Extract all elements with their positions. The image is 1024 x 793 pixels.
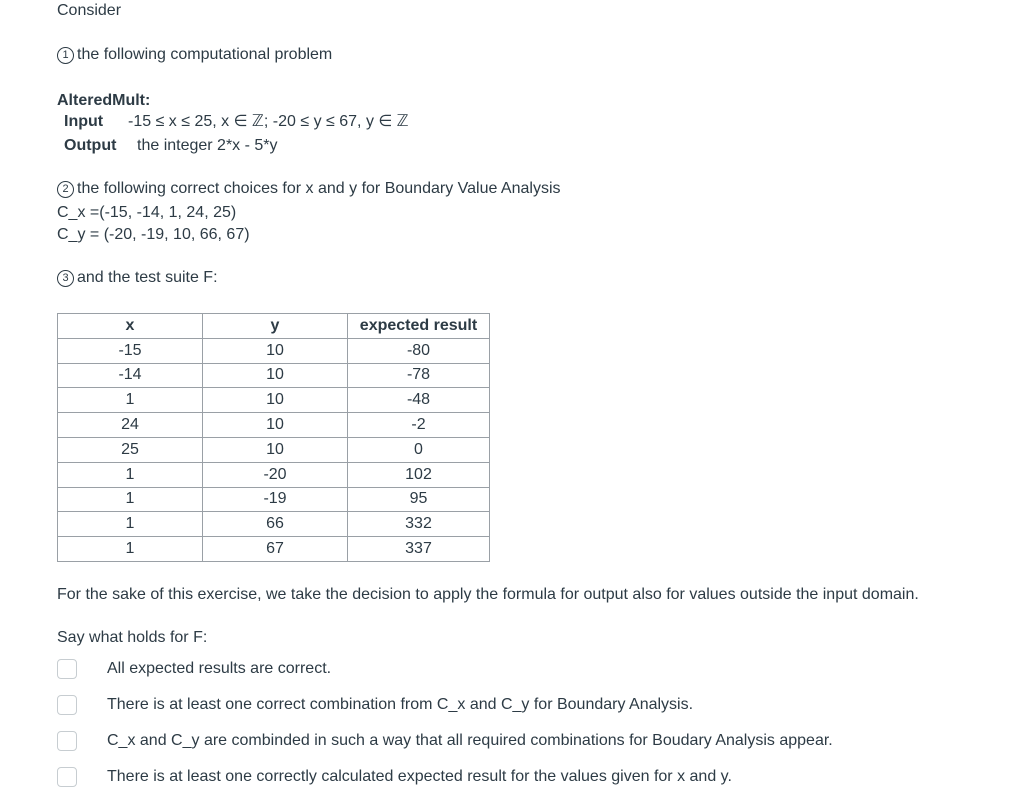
step2-text: the following correct choices for x and y for Boundary Value Analysis [77,180,561,197]
test-suite-table [57,313,490,562]
cell-y: -20 [203,462,348,487]
cell-y: 10 [203,413,348,438]
checkbox[interactable] [57,767,77,787]
checkbox[interactable] [57,659,77,679]
step1-marker: 1 [57,47,74,64]
checkbox[interactable] [57,731,77,751]
table-row [58,537,490,562]
header-x: x [58,314,203,339]
problem-input-row [64,112,409,132]
output-label: Output [64,137,117,154]
cell-x: 1 [58,388,203,413]
input-spec: -15 ≤ x ≤ 25, x ∈ ℤ; -20 ≤ y ≤ 67, y ∈ ℤ [128,113,409,130]
cell-expected: 102 [348,462,490,487]
cell-y: 67 [203,537,348,562]
cell-expected: 0 [348,437,490,462]
step1-text: the following computational problem [77,46,333,63]
table-row [58,512,490,537]
table-row [58,462,490,487]
cell-y: -19 [203,487,348,512]
cell-expected: -2 [348,413,490,438]
option-label: There is at least one correctly calculated expected result for the values given for x and y. [107,768,732,785]
cell-x: 1 [58,537,203,562]
step3 [57,268,218,288]
cell-x: 1 [58,487,203,512]
header-y: y [203,314,348,339]
cell-y: 66 [203,512,348,537]
option-label: There is at least one correct combination from C_x and C_y for Boundary Analysis. [107,696,694,713]
table-header-row [58,314,490,339]
table-row [58,363,490,388]
table-row [58,338,490,363]
cy-values: C_y = (-20, -19, 10, 66, 67) [57,226,250,243]
header-expected-result: expected result [348,314,490,339]
cell-expected: -80 [348,338,490,363]
input-label: Input [64,113,104,130]
cell-x: 25 [58,437,203,462]
intro-text: Consider [57,2,122,19]
exercise-note: For the sake of this exercise, we take the decision to apply the formula for output also for values outside the input domain. [57,586,919,603]
cell-y: 10 [203,388,348,413]
checkbox[interactable] [57,695,77,715]
cell-y: 10 [203,437,348,462]
question-prompt: Say what holds for F: [57,629,208,646]
table-row [58,388,490,413]
cx-values: C_x =(-15, -14, 1, 24, 25) [57,204,237,221]
output-spec: the integer 2*x - 5*y [137,137,278,154]
problem-name: AlteredMult: [57,92,151,109]
cell-expected: -78 [348,363,490,388]
table-row [58,413,490,438]
cell-expected: 332 [348,512,490,537]
cell-x: 1 [58,512,203,537]
step3-marker: 3 [57,270,74,287]
cell-y: 10 [203,363,348,388]
step3-text: and the test suite F: [77,269,218,286]
cell-x: 24 [58,413,203,438]
step2 [57,179,561,199]
option-label: C_x and C_y are combinded in such a way that all required combinations for Boudary Analysis appear. [107,732,833,749]
cell-expected: 337 [348,537,490,562]
cell-expected: -48 [348,388,490,413]
table-row [58,487,490,512]
cell-expected: 95 [348,487,490,512]
table-row [58,437,490,462]
step2-marker: 2 [57,181,74,198]
problem-output-row [64,136,278,156]
cell-x: -15 [58,338,203,363]
cell-y: 10 [203,338,348,363]
step1 [57,45,332,65]
cell-x: 1 [58,462,203,487]
cell-x: -14 [58,363,203,388]
option-label: All expected results are correct. [107,660,332,677]
